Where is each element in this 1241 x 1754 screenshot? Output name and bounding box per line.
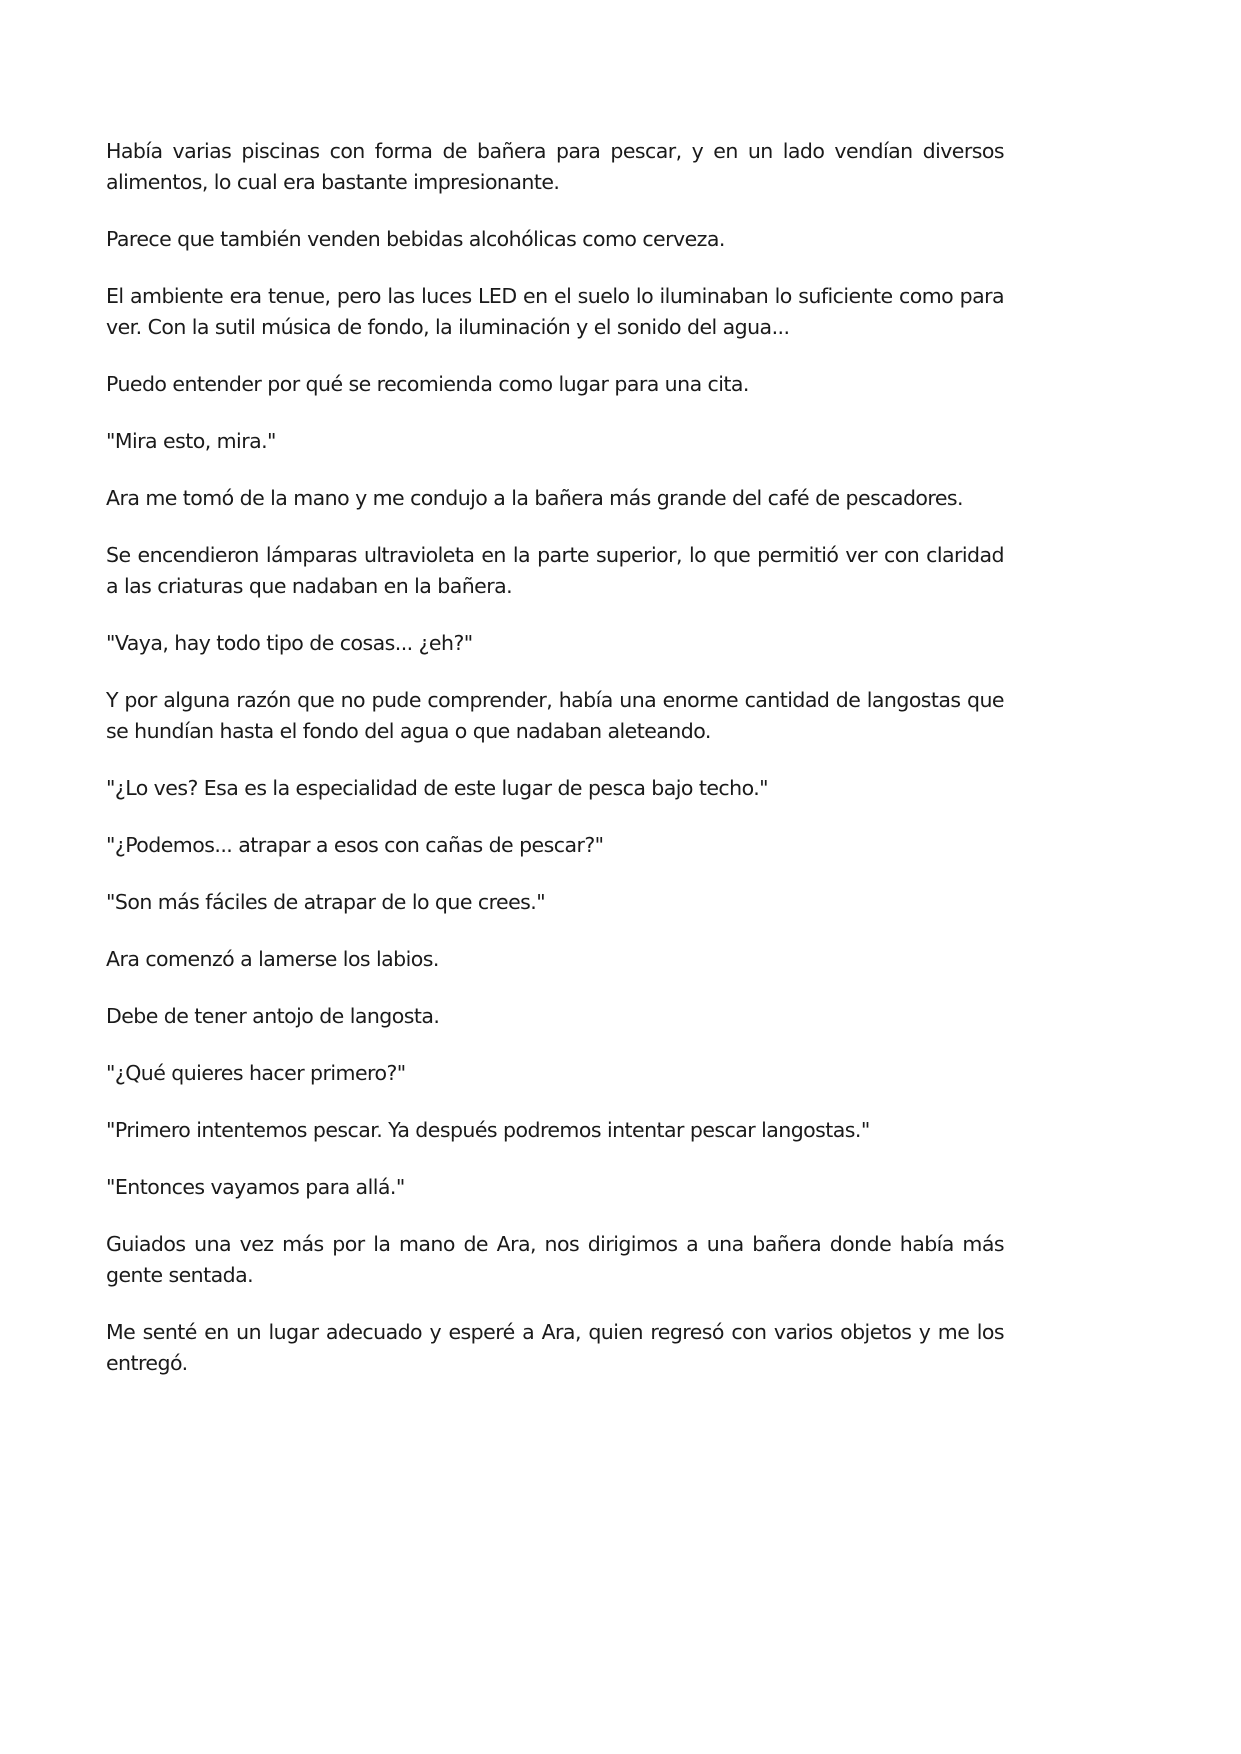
paragraph: "¿Podemos... atrapar a esos con cañas de pescar?"	[106, 833, 604, 857]
paragraph: "Primero intentemos pescar. Ya después podremos intentar pescar langostas."	[106, 1118, 870, 1142]
paragraph: Puedo entender por qué se recomienda como lugar para una cita.	[106, 372, 749, 396]
paragraph: Se encendieron lámparas ultravioleta en la parte superior, lo que permitió ver con claridad a las criaturas que nadaban en la bañera.	[106, 543, 1004, 598]
paragraph: Ara me tomó de la mano y me condujo a la bañera más grande del café de pescadores.	[106, 486, 963, 510]
paragraph: "Son más fáciles de atrapar de lo que crees."	[106, 890, 546, 914]
paragraph: "Mira esto, mira."	[106, 429, 276, 453]
paragraph: "¿Lo ves? Esa es la especialidad de este lugar de pesca bajo techo."	[106, 776, 769, 800]
paragraph: Había varias piscinas con forma de bañera para pescar, y en un lado vendían diversos alimentos, lo cual era bastante impresionante.	[106, 139, 1004, 194]
paragraph: El ambiente era tenue, pero las luces LED en el suelo lo iluminaban lo suficiente como para ver. Con la sutil música de fondo, la iluminación y el sonido del agua...	[106, 284, 1004, 339]
paragraph: "¿Qué quieres hacer primero?"	[106, 1061, 406, 1085]
paragraph: Guiados una vez más por la mano de Ara, nos dirigimos a una bañera donde había más gente sentada.	[106, 1232, 1004, 1287]
paragraph: "Entonces vayamos para allá."	[106, 1175, 405, 1199]
paragraph: Parece que también venden bebidas alcohólicas como cerveza.	[106, 227, 725, 251]
paragraph: "Vaya, hay todo tipo de cosas... ¿eh?"	[106, 631, 473, 655]
document-body	[106, 136, 1004, 1405]
paragraph: Debe de tener antojo de langosta.	[106, 1004, 440, 1028]
paragraph: Y por alguna razón que no pude comprender, había una enorme cantidad de langostas que se hundían hasta el fondo del agua o que nadaban aleteando.	[106, 688, 1004, 743]
paragraph: Ara comenzó a lamerse los labios.	[106, 947, 439, 971]
paragraph: Me senté en un lugar adecuado y esperé a Ara, quien regresó con varios objetos y me los entregó.	[106, 1320, 1004, 1375]
